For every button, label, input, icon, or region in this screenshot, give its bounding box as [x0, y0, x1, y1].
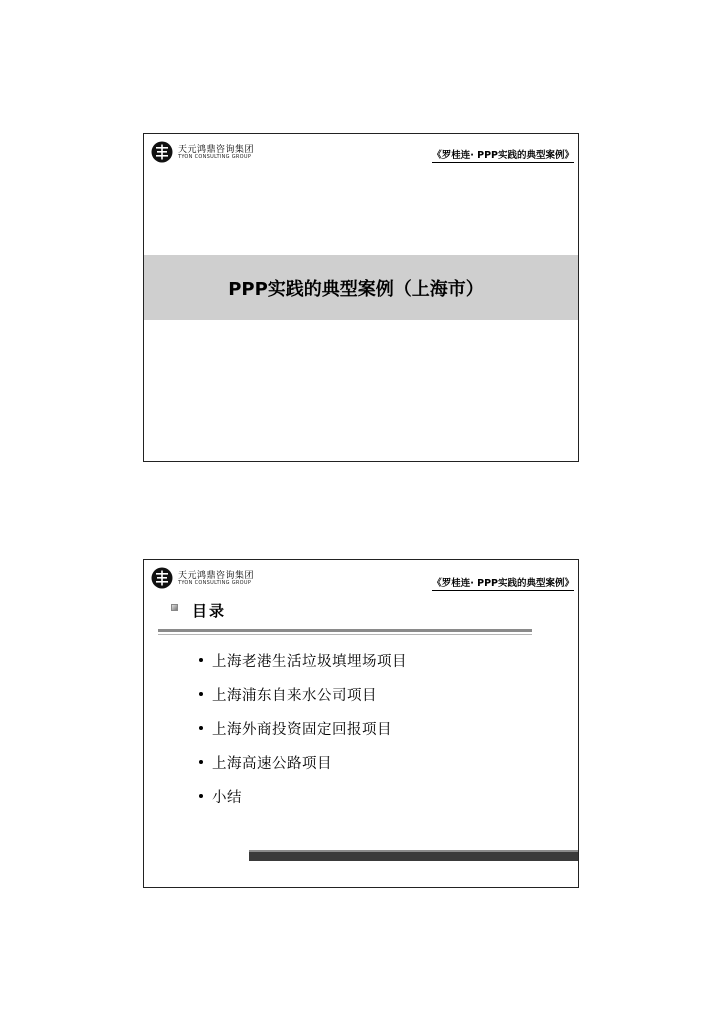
list-item — [199, 677, 407, 711]
bullet-dot-icon — [199, 658, 203, 662]
list-item-text: 上海浦东自来水公司项目 — [212, 687, 377, 704]
logo-name-en: TYON CONSULTING GROUP — [178, 580, 252, 586]
table-of-contents — [199, 643, 407, 813]
list-item-text: 上海老港生活垃圾填埋场项目 — [212, 653, 407, 670]
logo-name-en: TYON CONSULTING GROUP — [178, 154, 252, 160]
section-divider — [158, 629, 532, 632]
slide-title: PPP实践的典型案例（上海市） — [228, 278, 484, 300]
bullet-dot-icon — [199, 794, 203, 798]
footer-bar — [249, 852, 578, 861]
bullet-dot-icon — [199, 760, 203, 764]
title-band — [144, 255, 578, 320]
header-title: 《罗桂连· PPP实践的典型案例》 — [432, 147, 574, 163]
logo-mark-icon — [151, 567, 173, 589]
logo-name-cn: 天元鸿鼎咨询集团 — [178, 571, 255, 581]
list-item — [199, 745, 407, 779]
list-item-text: 上海外商投资固定回报项目 — [212, 721, 392, 738]
logo-mark-icon — [151, 141, 173, 163]
list-item — [199, 711, 407, 745]
header-title: 《罗桂连· PPP实践的典型案例》 — [432, 575, 574, 591]
slide-1 — [143, 133, 579, 462]
list-item — [199, 779, 407, 813]
slide-2 — [143, 559, 579, 888]
logo-name-cn: 天元鸿鼎咨询集团 — [178, 145, 255, 155]
section-divider-thin — [158, 634, 532, 635]
section-bullet-icon — [171, 604, 178, 611]
list-item-text: 小结 — [212, 789, 242, 806]
list-item-text: 上海高速公路项目 — [212, 755, 332, 772]
section-title: 目录 — [192, 602, 227, 620]
list-item — [199, 643, 407, 677]
bullet-dot-icon — [199, 726, 203, 730]
bullet-dot-icon — [199, 692, 203, 696]
